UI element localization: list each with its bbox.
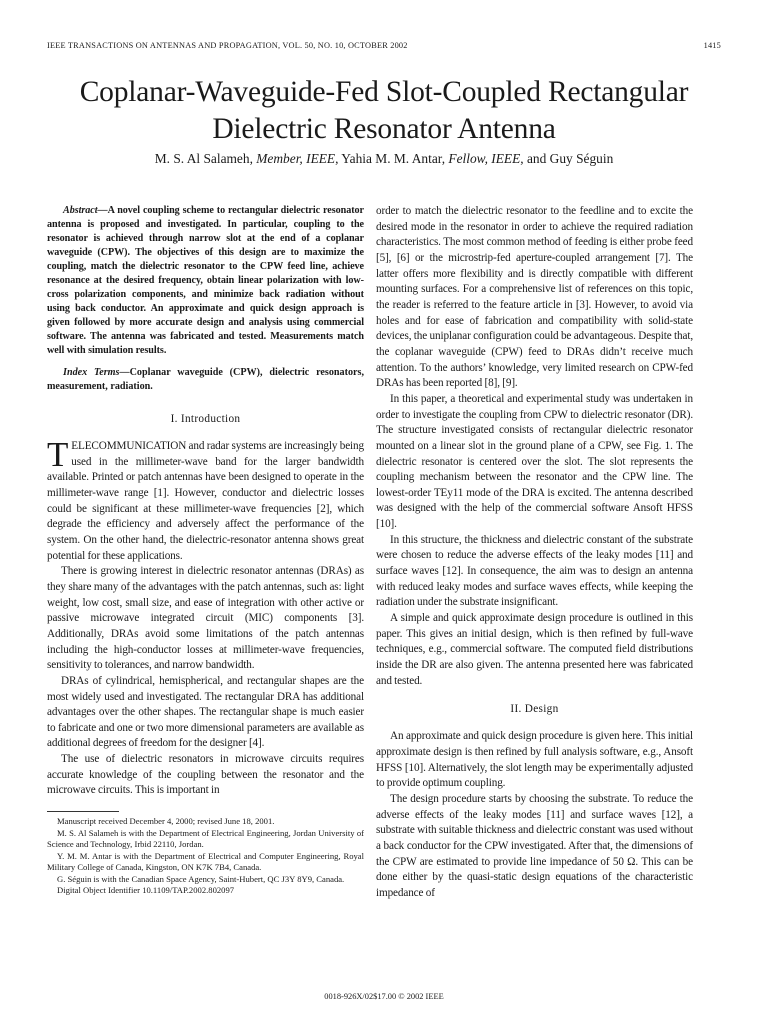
footnote-divider [47,811,119,812]
index-terms-label: Index Terms— [63,367,130,378]
left-column [47,204,364,897]
intro-paragraph-2: There is growing interest in dielectric resonator antennas (DRAs) as they share many of the advantages with the patch antennas, such as: light weight, low cost, small size, and ease of integration with other active or passive microwave integrated circuit (MIC) components [3]. Additionally, DRAs avoid some limitations of the patch antennas including the high-conductor losses at millimeter-wave frequencies, sensitivity to tolerances, and narrow bandwidth. [47,565,364,672]
journal-name: IEEE TRANSACTIONS ON ANTENNAS AND PROPAGATION, VOL. 50, NO. 10, OCTOBER 2002 [47,41,408,50]
right-column [376,204,693,902]
author-1-name: M. S. Al Salameh, [154,151,257,166]
author-2-role: Fellow, IEEE [448,151,521,166]
author-3-name: , and Guy Séguin [520,151,614,166]
footnote-received: Manuscript received December 4, 2000; revised June 18, 2001. [57,816,275,827]
drop-cap: T [47,435,69,474]
abstract-label: Abstract— [63,205,108,216]
footnote-author-1: M. S. Al Salameh is with the Department of Electrical Engineering, Jordan University of Science and Technology, Irbid 22110, Jordan. [47,827,364,850]
design-paragraph-2: The design procedure starts by choosing the substrate. To reduce the adverse effects of the leaky modes [11] and surface waves [12], a substrate with suitable thickness and dielectric constant was used without a back conductor for the CPW investigated. After that, the dimensions of the CPW are estimated to provide line impedance of 50 Ω. This can be done either by the quasi-static design equations of the characteristic impedance of [376,792,693,899]
author-line [0,151,768,167]
section-heading-design: II. Design [510,703,559,716]
index-terms-text: Coplanar waveguide (CPW), dielectric resonators, measurement, radiation. [47,367,364,392]
intro-paragraph-1 [47,435,364,564]
page-number: 1415 [703,41,721,50]
title-line-1: Coplanar-Waveguide-Fed Slot-Coupled Rectangular [79,76,689,108]
copyright-footer: 0018-926X/02$17.00 © 2002 IEEE [324,992,444,1001]
running-header [47,41,721,50]
intro-paragraph-4-continued: order to match the dielectric resonator to the feedline and to excite the desired mode in the resonator in order to achieve the required radiation characteristics. The most common method of feeding is either probe feed [5], [6] or the microstrip-fed aperture-coupled arrangement [7]. The latter offers more flexibility and is directly compatible with different mounting surfaces. For a comprehensive list of references on this topic, the reader is referred to the feature article in [3]. However, to avoid via holes and for ease of fabrication and compatibility with solid-state devices, the uniplanar configuration could be advantageous. Despite that, the coplanar waveguide (CPW) feed to DRAs didn’t receive much attention. To the authors’ knowledge, very limited research on CPW-fed DRAs has been reported [8], [9]. [376,205,693,390]
intro-paragraph-1-text: ELECOMMUNICATION and radar systems are increasingly being used in the millimeter-wave band for the larger bandwidth available. Printed or patch antennas have been designed to operate in the millimeter-wave range [1]. However, conductor and dielectric losses could be significant at these millimeter-wave frequencies [2], which degrade the efficiency and adversely affect the performance of the system. On the other hand, the dielectric-resonator antenna shows great potential for these applications. [47,440,364,562]
paper-title [0,74,768,148]
intro-paragraph-5: In this paper, a theoretical and experimental study was undertaken in order to investigate the coupling from CPW to dielectric resonator (DR). The structure investigated consists of rectangular dielectric resonator mounted on a linear slot in the ground plane of a CPW, see Fig. 1. The dielectric resonator is centered over the slot. The slot represents the coupling mechanism between the resonator and the CPW line. The lowest-order TEy11 mode of the DRA is excited. The antenna described was designed with the help of the commercial software Ansoft HFSS [10]. [376,392,693,531]
footnote-author-3: G. Séguin is with the Canadian Space Agency, Saint-Hubert, QC J3Y 8Y9, Canada. [57,873,345,884]
intro-paragraph-7: A simple and quick approximate design procedure is outlined in this paper. This gives an initial design, which is then refined by full-wave techniques, e.g., commercial software. The computed field distributions inside the DR are also given. The antenna presented here was fabricated and tested. [376,612,693,687]
intro-paragraph-6: In this structure, the thickness and dielectric constant of the substrate were chosen to reduce the adverse effects of the leaky modes [11] and surface waves [12]. In consequence, the aim was to design an antenna with reduced leaky modes and surface waves effects, while keeping the radiation under the substrate insignificant. [376,533,693,609]
footnote-doi: Digital Object Identifier 10.1109/TAP.2002.802097 [57,885,235,896]
author-2-name: , Yahia M. M. Antar, [335,151,449,166]
abstract [47,204,364,358]
section-heading-introduction: I. Introduction [170,413,241,425]
footnote-author-2: Y. M. M. Antar is with the Department of Electrical and Computer Engineering, Royal Military College of Canada, Kingston, ON K7K 7B4, Canada. [47,850,364,873]
intro-paragraph-3: DRAs of cylindrical, hemispherical, and rectangular shapes are the most widely used and investigated. The rectangular DRA has additional advantages over the other shapes. The rectangular shape is much easier to fabricate and one or two more dimensional parameters are available as additional degrees of freedom for the designer [4]. [47,674,364,750]
design-paragraph-1: An approximate and quick design procedure is given here. This initial approximate design is then refined by full analysis software, e.g., Ansoft HFSS [10]. Alternatively, the slot length may be experimentally adjusted to provide optimum coupling. [376,730,693,790]
author-1-role: Member, IEEE [256,151,336,166]
title-line-2: Dielectric Resonator Antenna [212,113,556,145]
abstract-text: A novel coupling scheme to rectangular dielectric resonator antenna is proposed and investigated. In particular, coupling to the resonator is achieved through narrow slot at the end of a coplanar waveguide (CPW). The objectives of this design are to maximize the coupling, match the dielectric resonator to the CPW feed line, achieve resonance at the desired frequency, obtain linear polarization with low-cross polarization components, and minimize back radiation without using back conductor. An approximate and quick design approach is given followed by more accurate design and analysis using commercial software. The antenna was fabricated and tested. Measurements match well with simulation results. [47,205,364,356]
intro-paragraph-4: The use of dielectric resonators in microwave circuits requires accurate knowledge of the coupling between the resonator and the microwave circuits. This is important in [47,753,364,797]
index-terms [47,366,364,394]
